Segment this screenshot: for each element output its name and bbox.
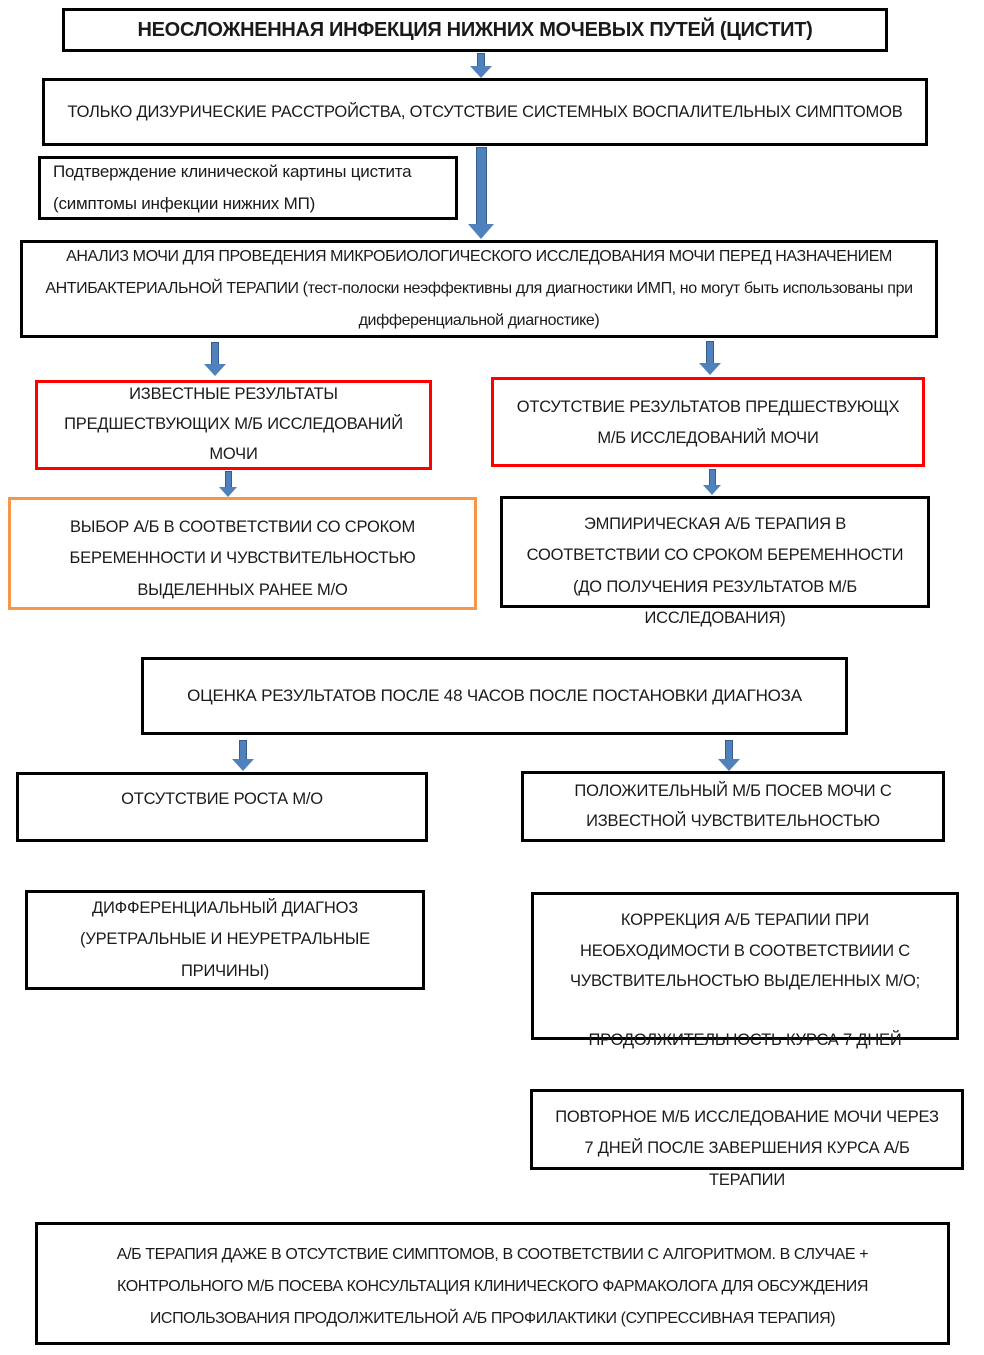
node-correction-body [552, 905, 938, 1055]
arrow-down-icon [204, 364, 226, 376]
arrow-shaft [476, 147, 487, 224]
arrow-down-icon [470, 66, 492, 78]
arrow-down-icon [699, 363, 721, 375]
node-no-growth-label: ОТСУТСТВИЕ РОСТА М/О [121, 790, 323, 808]
node-confirmation-label: Подтверждение клинической картины цистита (симптомы инфекции нижних МП) [53, 161, 412, 213]
node-final-note-label: А/Б ТЕРАПИЯ ДАЖЕ В ОТСУТСТВИЕ СИМПТОМОВ, В СООТВЕТСТВИИ С АЛГОРИТМОМ. В СЛУЧАЕ + КОНТРОЛЬНОГО М/Б ПОСЕВА КОНСУЛЬТАЦИЯ КЛИНИЧЕСКОГО ФАРМАКОЛОГА ДЛЯ ОБСУЖДЕНИЯ ИСПОЛЬЗОВАНИЯ ПРОДОЛЖИТЕЛЬНОЙ А/Б ПРОФИЛАКТИКИ (СУПРЕССИВНАЯ ТЕРАПИЯ) [116, 1246, 869, 1327]
node-diff-diagnosis [25, 890, 425, 990]
node-final-note [35, 1222, 950, 1345]
node-title-label: НЕОСЛОЖНЕННАЯ ИНФЕКЦИЯ НИЖНИХ МОЧЕВЫХ ПУТЕЙ (ЦИСТИТ) [137, 19, 813, 41]
arrow-symptoms-to-urinalysis [467, 147, 495, 239]
arrow-shaft [477, 53, 485, 66]
node-correction-label-2: ПРОДОЛЖИТЕЛЬНОСТЬ КУРСА 7 ДНЕЙ [588, 1030, 902, 1049]
node-confirmation [38, 156, 458, 220]
arrow-no-results-to-empiric-ab [702, 469, 722, 495]
arrow-urinalysis-to-no-results [698, 341, 722, 375]
node-correction-label: КОРРЕКЦИЯ А/Б ТЕРАПИИ ПРИ НЕОБХОДИМОСТИ В СООТВЕТСТВИИИ С ЧУВСТВИТЕЛЬНОСТЬЮ ВЫДЕЛЕННЫХ М/О; [569, 911, 921, 991]
arrow-assessment-to-positive-culture [717, 740, 741, 771]
node-positive-culture [521, 771, 945, 842]
arrow-shaft [706, 341, 714, 363]
node-known-results [35, 380, 432, 470]
arrow-assessment-to-no-growth [231, 740, 255, 771]
arrow-shaft [211, 342, 219, 364]
node-known-results-label: ИЗВЕСТНЫЕ РЕЗУЛЬТАТЫ ПРЕДШЕСТВУЮЩИХ М/Б ИССЛЕДОВАНИЙ МОЧИ [64, 385, 403, 463]
arrow-shaft [725, 740, 733, 759]
arrow-down-icon [232, 759, 254, 771]
arrow-down-icon [219, 487, 237, 497]
arrow-title-to-symptoms [469, 53, 493, 78]
node-assessment-label: ОЦЕНКА РЕЗУЛЬТАТОВ ПОСЛЕ 48 ЧАСОВ ПОСЛЕ ПОСТАНОВКИ ДИАГНОЗА [187, 685, 802, 705]
arrow-down-icon [468, 224, 494, 239]
node-empiric-ab-label: ЭМПИРИЧЕСКАЯ А/Б ТЕРАПИЯ В СООТВЕТСТВИИ СО СРОКОМ БЕРЕМЕННОСТИ (ДО ПОЛУЧЕНИЯ РЕЗУЛЬТАТОВ М/Б ИССЛЕДОВАНИЯ) [526, 515, 904, 628]
node-correction [531, 892, 959, 1049]
node-repeat-culture-label: ПОВТОРНОЕ М/Б ИССЛЕДОВАНИЕ МОЧИ ЧЕРЕЗ 7 ДНЕЙ ПОСЛЕ ЗАВЕРШЕНИЯ КУРСА А/Б ТЕРАПИИ [555, 1108, 939, 1189]
node-no-growth [16, 772, 428, 842]
node-symptoms-label: ТОЛЬКО ДИЗУРИЧЕСКИЕ РАССТРОЙСТВА, ОТСУТСТВИЕ СИСТЕМНЫХ ВОСПАЛИТЕЛЬНЫХ СИМПТОМОВ [67, 102, 903, 121]
node-positive-culture-label: ПОЛОЖИТЕЛЬНЫЙ М/Б ПОСЕВ МОЧИ С ИЗВЕСТНОЙ ЧУВСТВИТЕЛЬНОСТЬЮ [574, 781, 892, 830]
arrow-known-results-to-ab-choice [218, 471, 238, 497]
node-ab-choice-label: ВЫБОР А/Б В СООТВЕТСТВИИ СО СРОКОМ БЕРЕМЕННОСТИ И ЧУВСТВИТЕЛЬНОСТЬЮ ВЫДЕЛЕННЫХ РАНЕЕ М/О [69, 518, 416, 599]
node-symptoms [42, 78, 928, 146]
node-no-results-label: ОТСУТСТВИЕ РЕЗУЛЬТАТОВ ПРЕДШЕСТВУЮЩХ М/Б ИССЛЕДОВАНИЙ МОЧИ [516, 398, 900, 447]
node-no-results [491, 377, 925, 467]
node-urinalysis-label: АНАЛИЗ МОЧИ ДЛЯ ПРОВЕДЕНИЯ МИКРОБИОЛОГИЧЕСКОГО ИССЛЕДОВАНИЯ МОЧИ ПЕРЕД НАЗНАЧЕНИЕМ АНТИБАКТЕРИАЛЬНОЙ ТЕРАПИИ (тест-полоски неэффективны для диагностики ИМП, но могут быть использованы при дифференциальной диагностике) [45, 248, 913, 329]
arrow-urinalysis-to-known-results [203, 342, 227, 376]
node-repeat-culture [530, 1089, 964, 1189]
arrow-shaft [239, 740, 247, 759]
arrow-shaft [225, 471, 232, 487]
node-empiric-ab [500, 496, 930, 628]
arrow-shaft [709, 469, 716, 485]
node-ab-choice [8, 497, 477, 610]
arrow-down-icon [703, 485, 721, 495]
node-diff-diagnosis-label: ДИФФЕРЕНЦИАЛЬНЫЙ ДИАГНОЗ (УРЕТРАЛЬНЫЕ И НЕУРЕТРАЛЬНЫЕ ПРИЧИНЫ) [80, 898, 370, 980]
arrow-down-icon [718, 759, 740, 771]
node-title [62, 8, 888, 52]
node-assessment [141, 657, 848, 735]
node-urinalysis [20, 240, 938, 338]
